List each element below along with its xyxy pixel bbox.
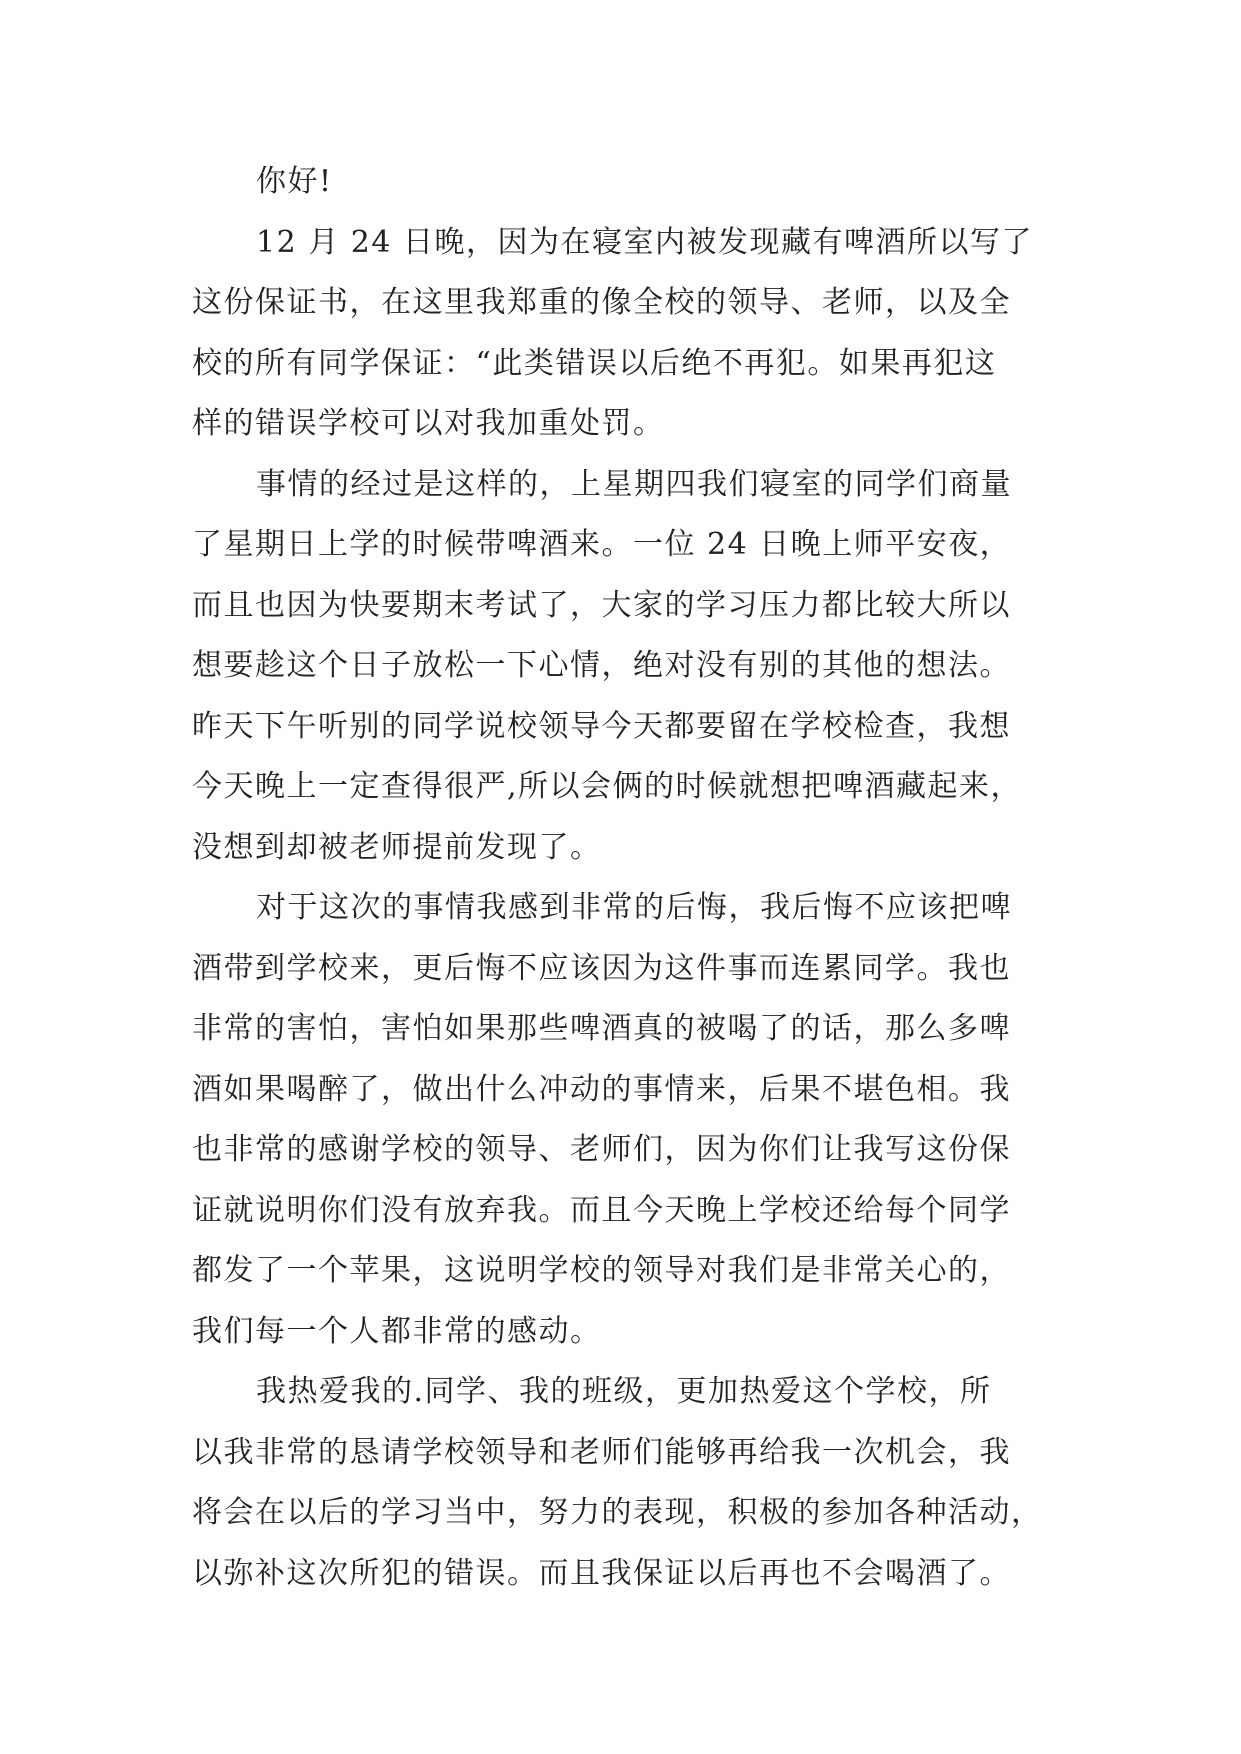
body-text-line: 而且也因为快要期末考试了，大家的学习压力都比较大所以 [192,587,1011,623]
body-text-line: 非常的害怕，害怕如果那些啤酒真的被喝了的话，那么多啤 [192,1011,1011,1046]
body-text-line: 事情的经过是这样的，上星期四我们寝室的同学们商量 [256,466,1012,502]
body-text-line: 昨天下午听别的同学说校领导今天都要留在学校检查，我想 [192,708,1011,744]
letter-body [192,152,1072,1604]
body-text-line: 证就说明你们没有放弃我。而且今天晚上学校还给每个同学 [192,1192,1011,1228]
body-text-line: 也非常的感谢学校的领导、老师们，因为你们让我写这份保 [192,1132,1011,1167]
body-text-line: 对于这次的事情我感到非常的后悔，我后悔不应该把啤 [256,890,1012,925]
body-text-line: 我们每一个人都非常的感动。 [192,1313,602,1349]
body-text-line: 都发了一个苹果，这说明学校的领导对我们是非常关心的， [192,1253,1011,1288]
body-text-line: 没想到却被老师提前发现了。 [192,829,602,865]
body-text-line: 校的所有同学保证：“此类错误以后绝不再犯。如果再犯这 [192,345,997,381]
body-text-line: 以弥补这次所犯的错误。而且我保证以后再也不会喝酒了。 [192,1555,1011,1591]
body-text-line: 将会在以后的学习当中，努力的表现，积极的参加各种活动， [192,1495,1043,1530]
body-text-line: 想要趁这个日子放松一下心情，绝对没有别的其他的想法。 [192,648,1011,683]
body-text-line: 酒如果喝醉了，做出什么冲动的事情来，后果不堪色相。我 [192,1071,1011,1107]
body-text-line: 12 月 24 日晚，因为在寝室内被发现藏有啤酒所以写了 [256,224,1033,260]
body-text-line: 今天晚上一定查得很严,所以会俩的时候就想把啤酒藏起来， [192,769,1023,804]
body-text-line: 这份保证书，在这里我郑重的像全校的领导、老师，以及全 [192,285,1011,320]
body-text-line: 以我非常的恳请学校领导和老师们能够再给我一次机会，我 [192,1434,1011,1470]
body-text-line: 我热爱我的.同学、我的班级，更加热爱这个学校，所 [256,1374,992,1409]
body-text-line: 样的错误学校可以对我加重处罚。 [192,406,665,441]
body-text-line: 酒带到学校来，更后悔不应该因为这件事而连累同学。我也 [192,950,1011,986]
body-text-line: 了星期日上学的时候带啤酒来。一位 24 日晚上师平安夜， [192,527,1012,562]
greeting-line: 你好! [256,164,333,199]
